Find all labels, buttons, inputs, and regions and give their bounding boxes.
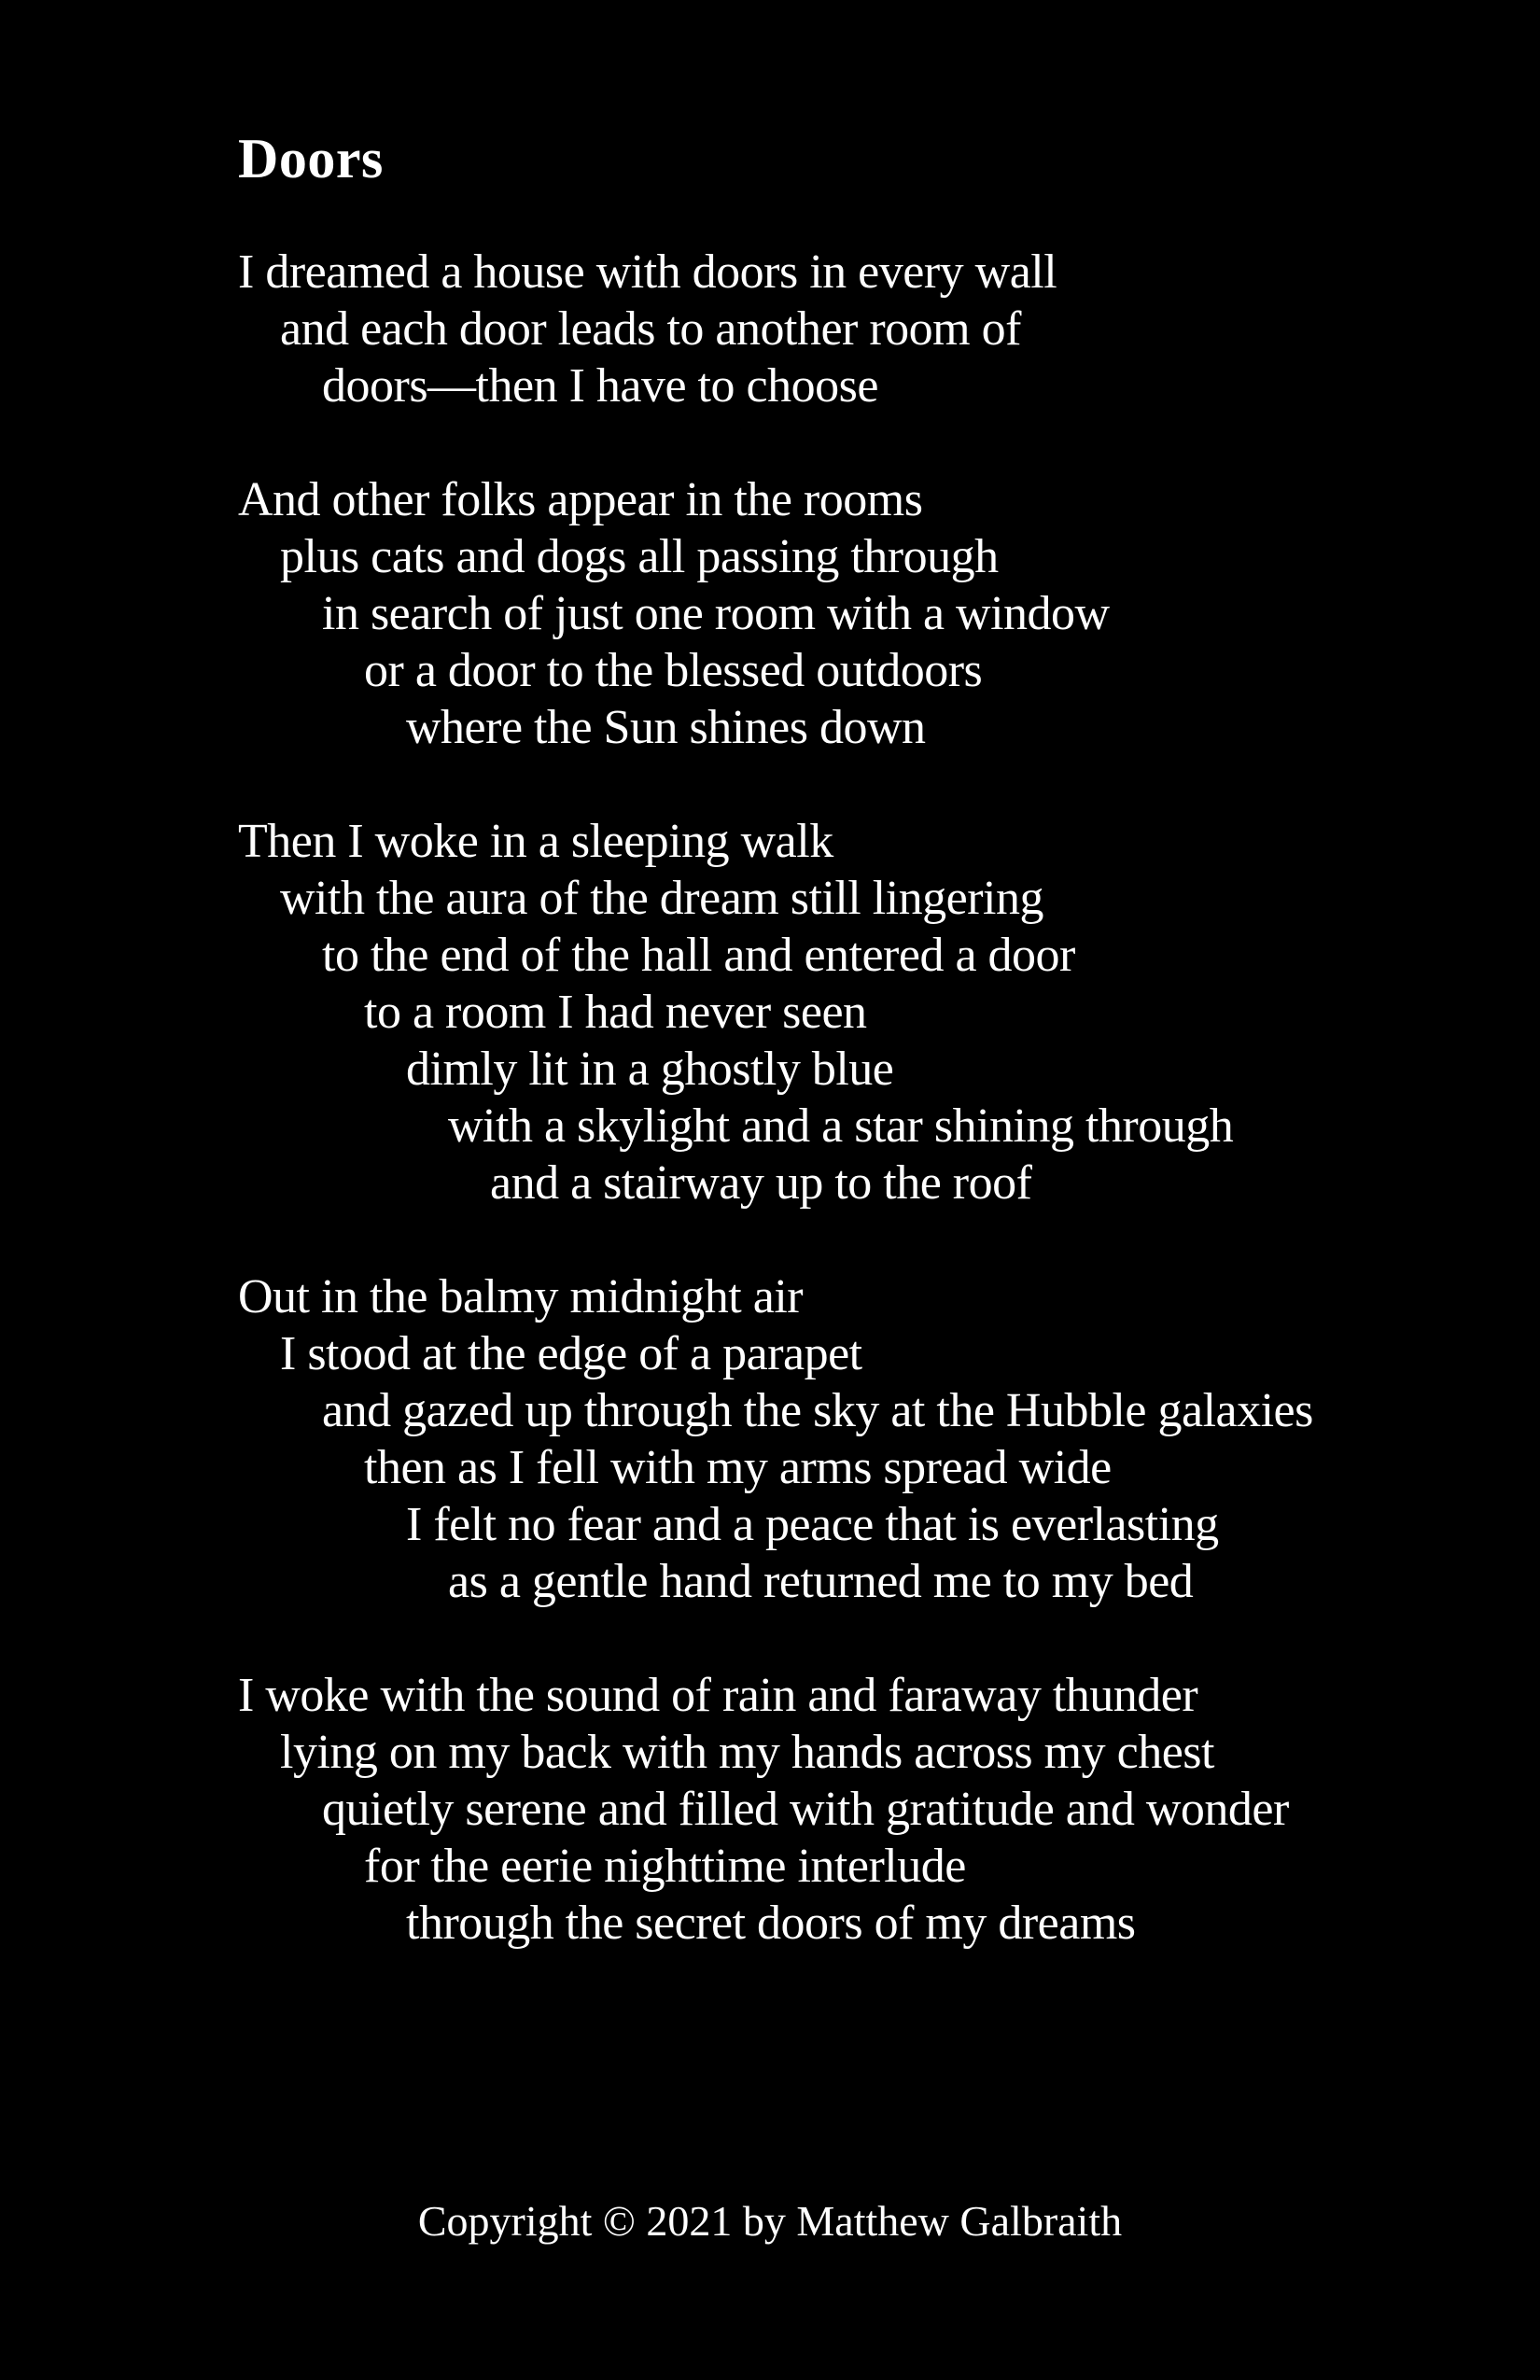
poem-line: I felt no fear and a peace that is everlasting xyxy=(406,1498,1219,1551)
poem-line: dimly lit in a ghostly blue xyxy=(406,1043,894,1096)
poem-line: with the aura of the dream still lingering xyxy=(280,872,1043,925)
poem-line: where the Sun shines down xyxy=(406,701,926,754)
poem-line: doors—then I have to choose xyxy=(322,359,878,413)
poem-line: to the end of the hall and entered a door xyxy=(322,929,1075,982)
poem-line: through the secret doors of my dreams xyxy=(406,1897,1136,1950)
stanza xyxy=(238,244,1313,414)
poem-line: plus cats and dogs all passing through xyxy=(280,530,999,583)
poem-line: and a stairway up to the roof xyxy=(490,1156,1032,1210)
stanza xyxy=(238,813,1313,1211)
poem-line: Out in the balmy midnight air xyxy=(238,1270,804,1323)
poem-line: I dreamed a house with doors in every wall xyxy=(238,245,1057,299)
stanza xyxy=(238,1667,1313,1952)
poem-line: quietly serene and filled with gratitude and wonder xyxy=(322,1783,1289,1836)
poem-line: And other folks appear in the rooms xyxy=(238,473,923,526)
poem-line: Then I woke in a sleeping walk xyxy=(238,815,833,868)
poem-line: or a door to the blessed outdoors xyxy=(364,644,983,697)
poem-line: to a room I had never seen xyxy=(364,986,867,1039)
copyright-line: Copyright © 2021 by Matthew Galbraith xyxy=(417,2197,1123,2245)
poem-line: with a skylight and a star shining through xyxy=(448,1099,1234,1153)
poem-line: in search of just one room with a window xyxy=(322,587,1110,640)
poem-content xyxy=(238,128,1313,2009)
poem-line: and each door leads to another room of xyxy=(280,302,1021,356)
poem-line: I stood at the edge of a parapet xyxy=(280,1327,862,1380)
poem-line: then as I fell with my arms spread wide xyxy=(364,1441,1112,1494)
poem-line: and gazed up through the sky at the Hubble galaxies xyxy=(322,1384,1313,1437)
poem-body xyxy=(238,244,1313,1952)
stanza xyxy=(238,471,1313,756)
poem-line: lying on my back with my hands across my chest xyxy=(280,1726,1214,1779)
poem-line: as a gentle hand returned me to my bed xyxy=(448,1555,1194,1608)
poem-line: I woke with the sound of rain and faraway thunder xyxy=(238,1669,1198,1722)
poem-title: Doors xyxy=(238,128,384,189)
stanza xyxy=(238,1268,1313,1610)
poem-line: for the eerie nighttime interlude xyxy=(364,1840,966,1893)
